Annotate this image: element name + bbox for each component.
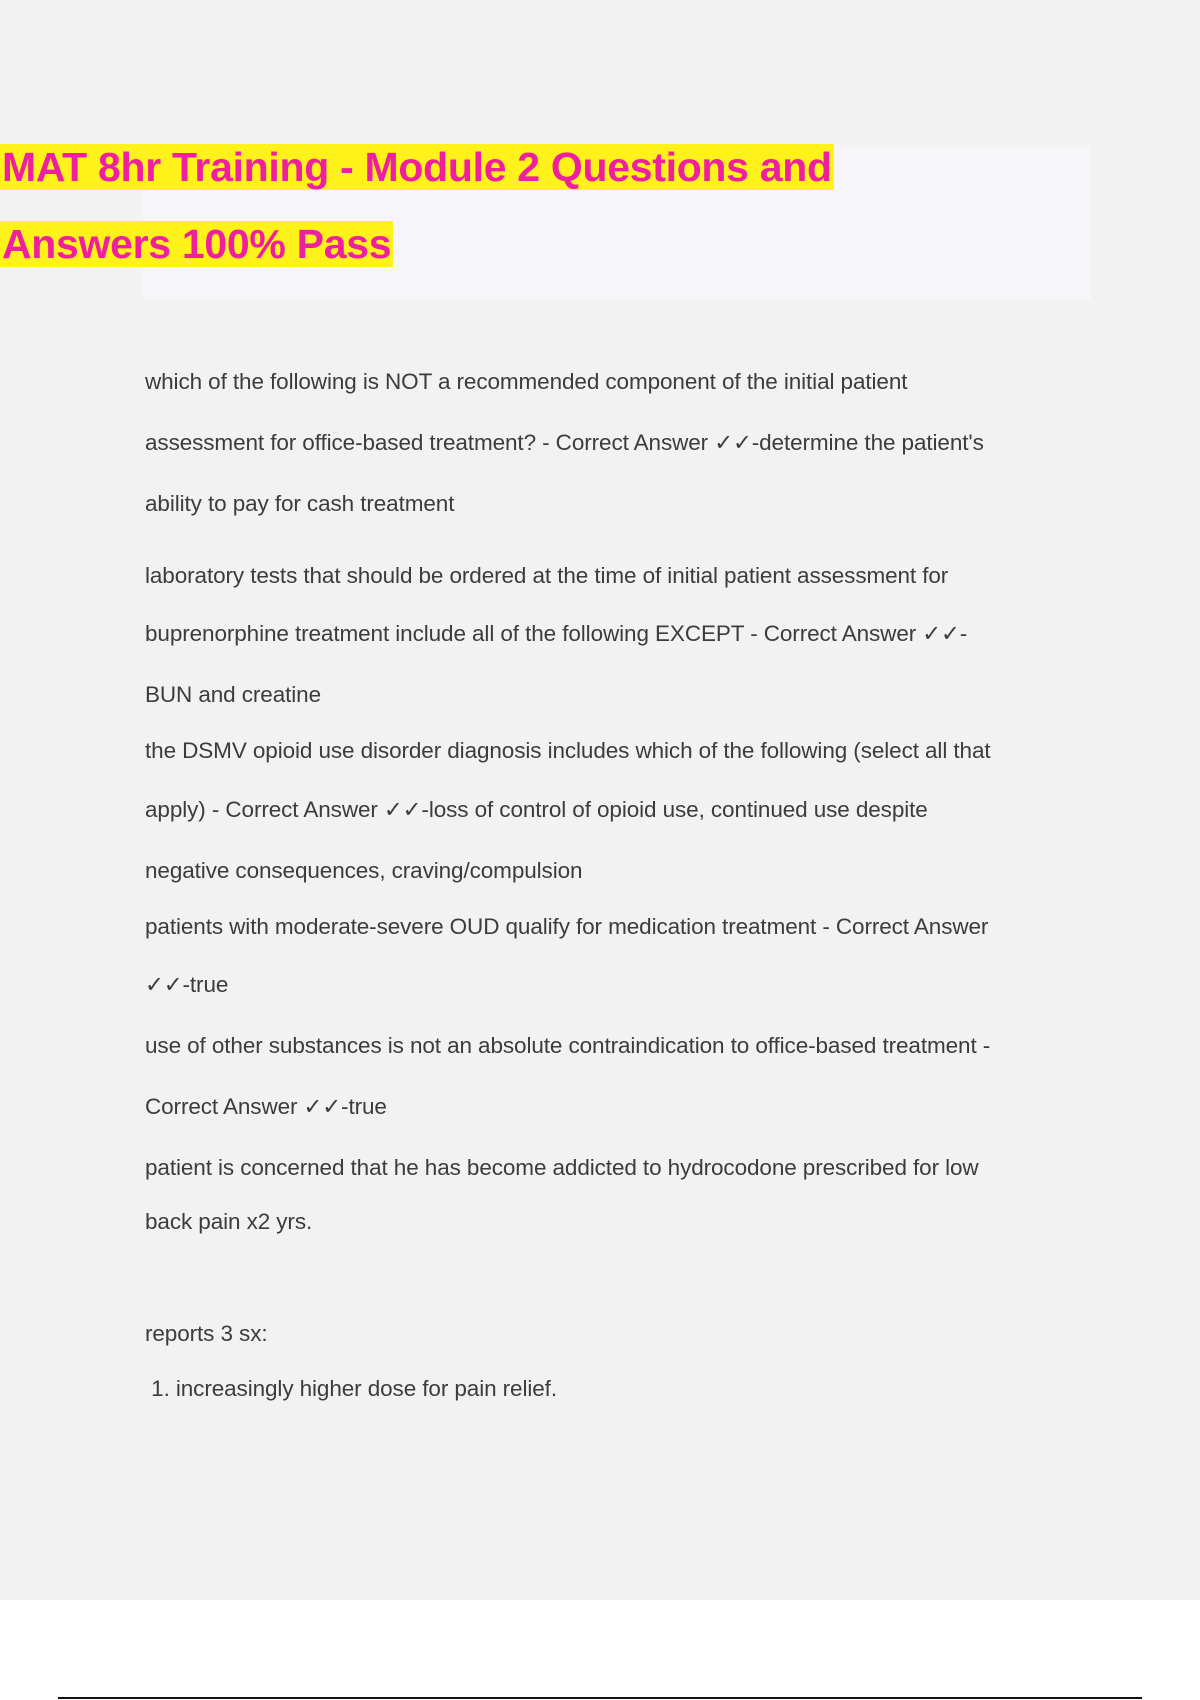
title-line-2-text: Answers 100% Pass [2,221,392,267]
body-line: patient is concerned that he has become addicted to hydrocodone prescribed for low [145,1155,979,1180]
body-line: ✓✓-true [145,972,229,997]
body-line: back pain x2 yrs. [145,1209,313,1234]
body-line: BUN and creatine [145,682,321,707]
title-line-1-text: MAT 8hr Training - Module 2 Questions and [2,144,832,190]
title-line-2 [0,221,1200,268]
footer-divider [58,1697,1142,1699]
body-line: buprenorphine treatment include all of the following EXCEPT - Correct Answer ✓✓- [145,621,968,646]
body-line: negative consequences, craving/compulsion [145,858,583,883]
body-line: assessment for office-based treatment? - Correct Answer ✓✓-determine the patient's [145,430,984,455]
list-item: 1. increasingly higher dose for pain relief. [145,1376,557,1401]
body-line: use of other substances is not an absolute contraindication to office-based treatment - [145,1033,991,1058]
title-line-1 [0,144,1200,191]
body-line: apply) - Correct Answer ✓✓-loss of control of opioid use, continued use despite [145,797,928,822]
body-line: reports 3 sx: [145,1321,268,1346]
body-line: laboratory tests that should be ordered at the time of initial patient assessment for [145,563,949,588]
body-line: which of the following is NOT a recommended component of the initial patient [145,369,908,394]
body-line: Correct Answer ✓✓-true [145,1094,387,1119]
body-line: ability to pay for cash treatment [145,491,455,516]
body-line: the DSMV opioid use disorder diagnosis includes which of the following (select all that [145,738,991,763]
body-line: patients with moderate-severe OUD qualify for medication treatment - Correct Answer [145,914,989,939]
